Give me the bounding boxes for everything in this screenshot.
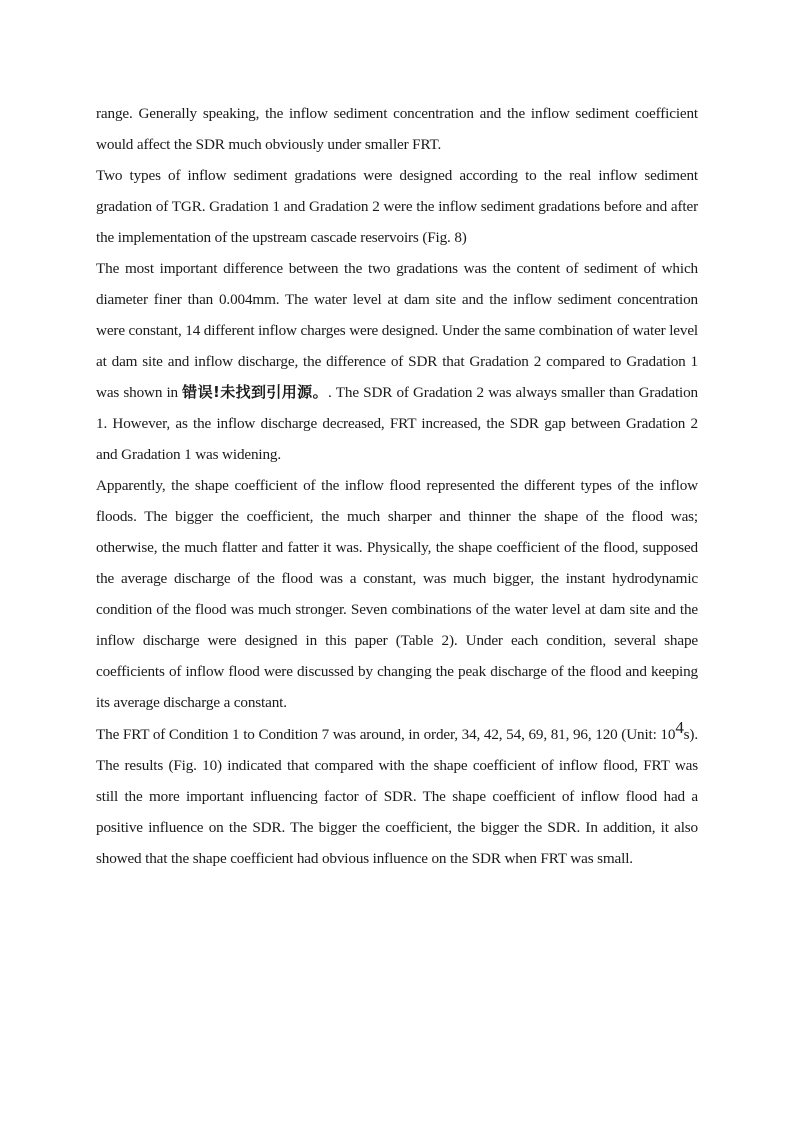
paragraph-2: Two types of inflow sediment gradations were designed according to the real inflow sediment gradation of TGR. Gradation 1 and Gradation 2 were the inflow sediment gradations before and after the implementation of the upstream cascade reservoirs (Fig. 8) xyxy=(96,167,698,246)
paragraph-3 xyxy=(96,253,698,470)
paragraph-4: Apparently, the shape coefficient of the inflow flood represented the different types of the inflow floods. The bigger the coefficient, the much sharper and thinner the shape of the flood was; otherwise, the much flatter and fatter it was. Physically, the shape coefficient of the flood, supposed the average discharge of the flood was a constant, was much bigger, the instant hydrodynamic condition of the flood was much stronger. Seven combinations of the water level at dam site and the inflow discharge were designed in this paper (Table 2). Under each condition, several shape coefficients of inflow flood were discussed by changing the peak discharge of the flood and keeping its average discharge a constant. xyxy=(96,477,698,711)
unit-exponent: 4 xyxy=(675,718,684,737)
paragraph-3-text-before: The most important difference between the two gradations was the content of sediment of which diameter finer than 0.004mm. The water level at dam site and the inflow sediment concentration were constant, 14 different inflow charges were designed. Under the same combination of water level at dam site and inflow discharge, the difference of SDR that Gradation 2 compared to Gradation 1 was shown in xyxy=(96,260,698,401)
paragraph-5-text-before: The FRT of Condition 1 to Condition 7 was around, in order, 34, 42, 54, 69, 81, 96, 120 (Unit: 10 xyxy=(96,726,676,743)
paragraph-1: range. Generally speaking, the inflow sediment concentration and the inflow sediment coefficient would affect the SDR much obviously under smaller FRT. xyxy=(96,105,698,153)
paragraph-3-text-after: . The SDR of Gradation 2 was always smaller than Gradation 1. However, as the inflow discharge decreased, FRT increased, the SDR gap between Gradation 2 and Gradation 1 was widening. xyxy=(96,384,698,463)
broken-reference-error: 错误!未找到引用源。 xyxy=(182,383,328,401)
paragraph-5 xyxy=(96,718,698,874)
paragraph-5-text-after: s). The results (Fig. 10) indicated that compared with the shape coefficient of inflow flood, FRT was still the more important influencing factor of SDR. The shape coefficient of inflow flood had a positive influence on the SDR. The bigger the coefficient, the bigger the SDR. In addition, it also showed that the shape coefficient had obvious influence on the SDR when FRT was small. xyxy=(96,726,698,867)
body-text xyxy=(96,98,698,874)
